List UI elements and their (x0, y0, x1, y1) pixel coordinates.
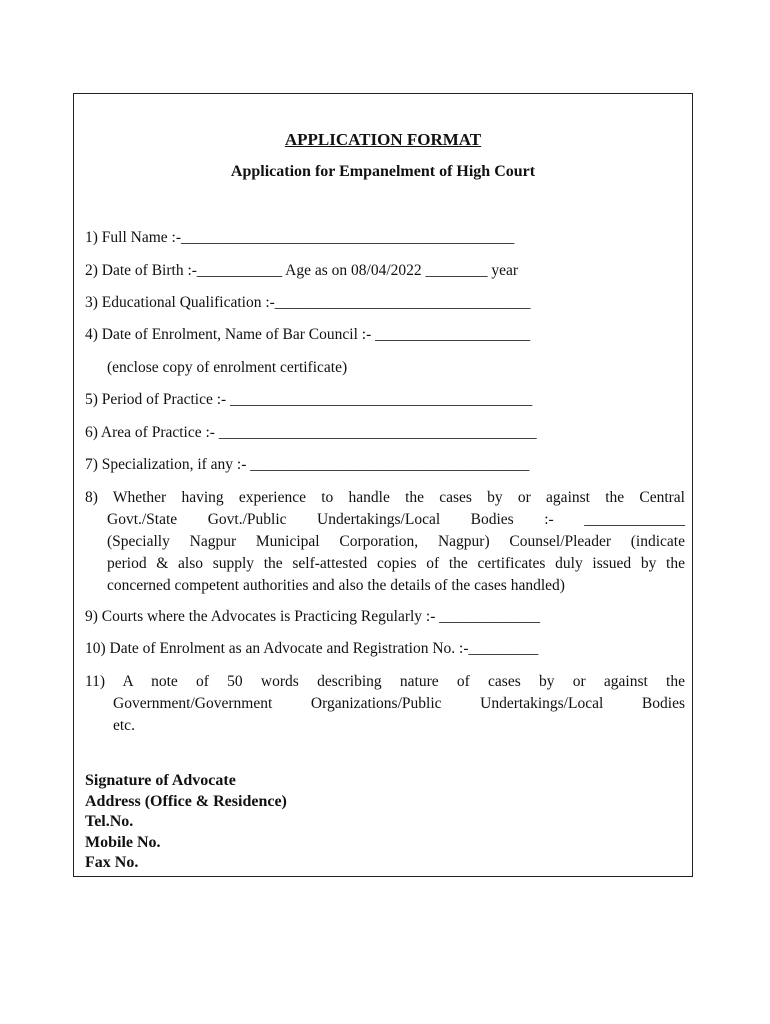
experience-line: (Specially Nagpur Municipal Corporation, Nagpur) Counsel/Pleader (indicate (107, 533, 685, 550)
field-specialization: 7) Specialization, if any :- ____________________________________ (85, 456, 530, 473)
note-line: Government/Government Organizations/Public Undertakings/Local Bodies (113, 695, 685, 712)
note-line: etc. (113, 717, 135, 734)
experience-line: 8) Whether having experience to handle the cases by or against the Central (85, 489, 685, 506)
address-label: Address (Office & Residence) (85, 793, 287, 810)
field-date-of-enrolment: 4) Date of Enrolment, Name of Bar Council :- ____________________ (85, 326, 531, 343)
tel-label: Tel.No. (85, 813, 134, 830)
experience-line: Govt./State Govt./Public Undertakings/Local Bodies :- _____________ (107, 511, 685, 528)
form-border (73, 93, 693, 877)
mobile-label: Mobile No. (85, 834, 161, 851)
fax-label: Fax No. (85, 854, 139, 871)
experience-line: period & also supply the self-attested copies of the certificates duly issued by the (107, 555, 685, 572)
experience-line: concerned competent authorities and also the details of the cases handled) (107, 577, 565, 594)
note-line: 11) A note of 50 words describing nature of cases by or against the (85, 673, 685, 690)
field-date-of-birth: 2) Date of Birth :-___________ Age as on 08/04/2022 ________ year (85, 262, 519, 279)
field-full-name: 1) Full Name :-___________________________________________ (85, 229, 515, 246)
field-courts-practicing: 9) Courts where the Advocates is Practicing Regularly :- _____________ (85, 608, 541, 625)
document-subtitle: Application for Empanelment of High Court (230, 163, 536, 180)
field-area-of-practice: 6) Area of Practice :- _________________________________________ (85, 424, 537, 441)
field-registration-number: 10) Date of Enrolment as an Advocate and Registration No. :-_________ (85, 640, 539, 657)
field-period-of-practice: 5) Period of Practice :- _______________________________________ (85, 391, 533, 408)
field-note-of-cases (85, 671, 685, 737)
signature-label: Signature of Advocate (85, 772, 236, 789)
enrolment-certificate-note: (enclose copy of enrolment certificate) (107, 359, 348, 376)
field-educational-qualification: 3) Educational Qualification :-_________________________________ (85, 294, 531, 311)
document-title: APPLICATION FORMAT (284, 130, 482, 149)
field-experience (85, 487, 685, 597)
